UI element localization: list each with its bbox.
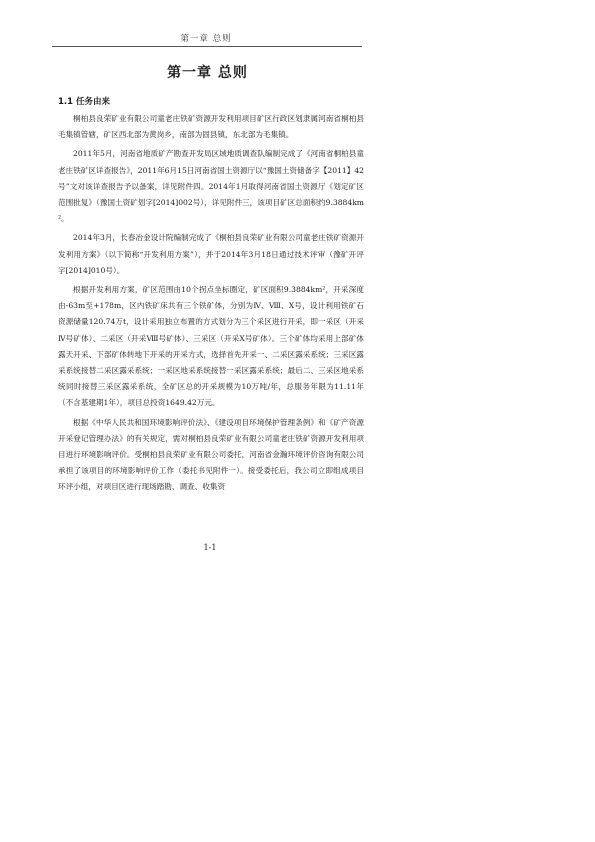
running-header: 第一章 总则	[180, 34, 232, 44]
paragraph: 根据开发利用方案，矿区范围由10个拐点坐标圈定，矿区面积9.3884km²，开采深度由-63m至+178m，区内铁矿床共有三个铁矿体，分别为Ⅳ、Ⅷ、Ⅹ号，设计利用铁矿石资源储量120.74万t，设计采用独立布置的方式划分为三个采区进行开采，即一采区（开采Ⅳ号矿体）、二采区（开采Ⅷ号矿体）、三采区（开采Ⅹ号矿体）。三个矿体均采用上部矿体露天开采、下部矿体转地下开采的开采方式，选择首先开采一、二采区露采系统；三采区露采系统接替二采区露采系统；一采区地采系统接替一采区露采系统；最后二、三采区地采系统同时接替三采区露采系统，全矿区总的开采规模为10万吨/年，总服务年限为11.11年（不含基建期1年），项目总投资1649.42万元。	[58, 285, 364, 408]
paragraph: 2011年5月，河南省地质矿产勘查开发局区域地质调查队编制完成了《河南省桐柏县童老庄铁矿区详查报告》，2011年6月15日河南省国土资源厅以“豫国土资储备字【2011】42号”文对该详查报告予以备案，详见附件四。2014年1月取得河南省国土资源厅《划定矿区范围批复》（豫国土资矿划字[2014]002号），详见附件三，该项目矿区总面积约9.3884km²。	[58, 149, 364, 224]
section-heading: 1.1 任务由来	[58, 97, 111, 107]
paragraph: 2014年3月，长春冶金设计院编制完成了《桐柏县良荣矿业有限公司童老庄铁矿资源开发利用方案》（以下简称“开发利用方案”），并于2014年3月18日通过技术评审（豫矿开评字[2014]010号）。	[58, 233, 364, 275]
body-text	[58, 111, 364, 499]
header-divider	[52, 46, 362, 47]
paragraph: 根据《中华人民共和国环境影响评价法》、《建设项目环境保护管理条例》和《矿产资源开采登记管理办法》的有关规定，需对桐柏县良荣矿业有限公司童老庄铁矿资源开发利用项目进行环境影响评价。受桐柏县良荣矿业有限公司委托，河南省金瀚环境评价咨询有限公司承担了该项目的环境影响评价工作（委托书见附件一）。接受委托后，我公司立即组成项目环评小组，对项目区进行现场踏勘、调查、收集资	[58, 417, 364, 492]
page-number: 1-1	[203, 543, 217, 552]
chapter-title: 第一章 总则	[167, 65, 248, 81]
paragraph: 桐柏县良荣矿业有限公司童老庄铁矿资源开发利用项目矿区行政区划隶属河南省桐柏县毛集镇管辖，矿区西北部为黄岗乡，南部为固县镇，东北部为毛集镇。	[58, 114, 364, 140]
